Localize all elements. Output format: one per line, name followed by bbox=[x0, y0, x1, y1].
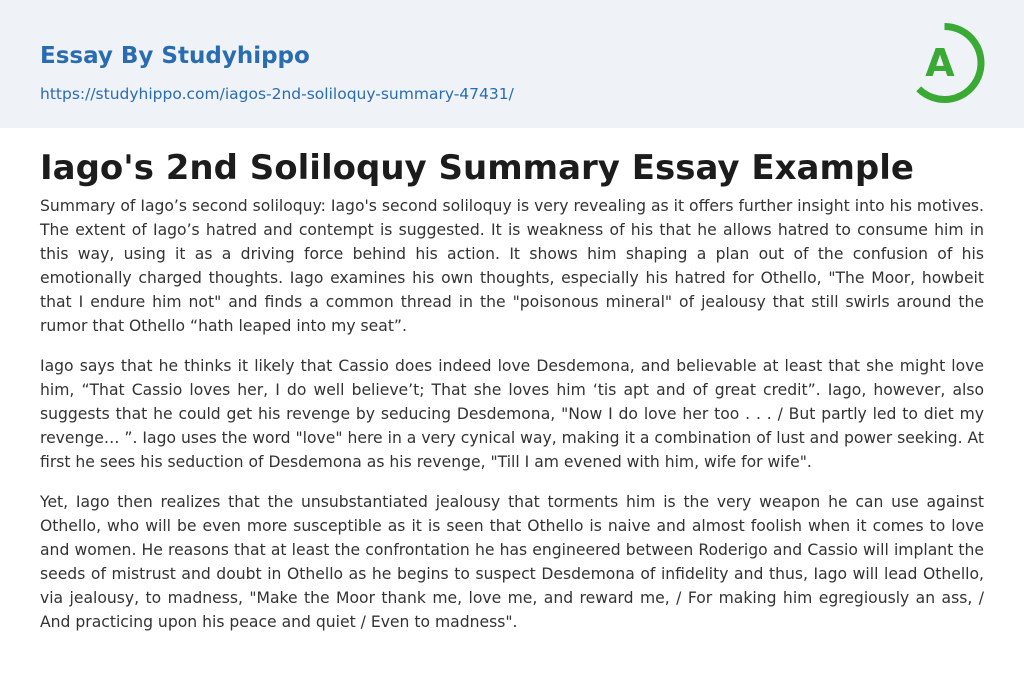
studyhippo-logo[interactable] bbox=[908, 18, 988, 106]
page-title: Iago's 2nd Soliloquy Summary Essay Example bbox=[40, 148, 914, 188]
paragraph-1: Summary of Iago’s second soliloquy: Iago's second soliloquy is very revealing as it offers further insight into his motives. The extent of Iago’s hatred and contempt is suggested. It is weakness of his that he allows hatred to consume him in this way, using it as a driving force behind his action. It shows him shaping a plan out of the confusion of his emotionally charged thoughts. Iago examines his own thoughts, especially his hatred for Othello, "The Moor, howbeit that I endure him not" and finds a common thread in the "poisonous mineral" of jealousy that still swirls around the rumor that Othello “hath leaped into my seat”. bbox=[40, 197, 984, 335]
paragraph-3: Yet, Iago then realizes that the unsubstantiated jealousy that torments him is the very weapon he can use against Othello, who will be even more susceptible as it is seen that Othello is naive and almost foolish when it comes to love and women. He reasons that at least the confrontation he has engineered between Roderigo and Cassio will implant the seeds of mistrust and doubt in Othello as he begins to suspect Desdemona of infidelity and thus, Iago will lead Othello, via jealousy, to madness, "Make the Moor thank me, love me, and reward me, / For making him egregiously an ass, / And practicing upon his peace and quiet / Even to madness". bbox=[40, 493, 984, 631]
logo-icon bbox=[908, 18, 988, 106]
paragraph-2: Iago says that he thinks it likely that Cassio does indeed love Desdemona, and believable at least that she might love him, “That Cassio loves her, I do well believe’t; That she loves him ‘tis apt and of great credit”. Iago, however, also suggests that he could get his revenge by seducing Desdemona, "Now I do love her too . . . / But partly led to diet my revenge… ”. Iago uses the word "love" here in a very cynical way, making it a combination of lust and power seeking. At first he sees his seduction of Desdemona as his revenge, "Till I am evened with him, wife for wife". bbox=[40, 357, 984, 471]
article-body bbox=[40, 194, 984, 650]
logo-letter: A bbox=[925, 41, 955, 85]
article-url-link[interactable]: https://studyhippo.com/iagos-2nd-soliloquy-summary-47431/ bbox=[40, 85, 514, 103]
site-brand[interactable]: Essay By Studyhippo bbox=[40, 43, 310, 69]
site-header bbox=[0, 0, 1024, 128]
